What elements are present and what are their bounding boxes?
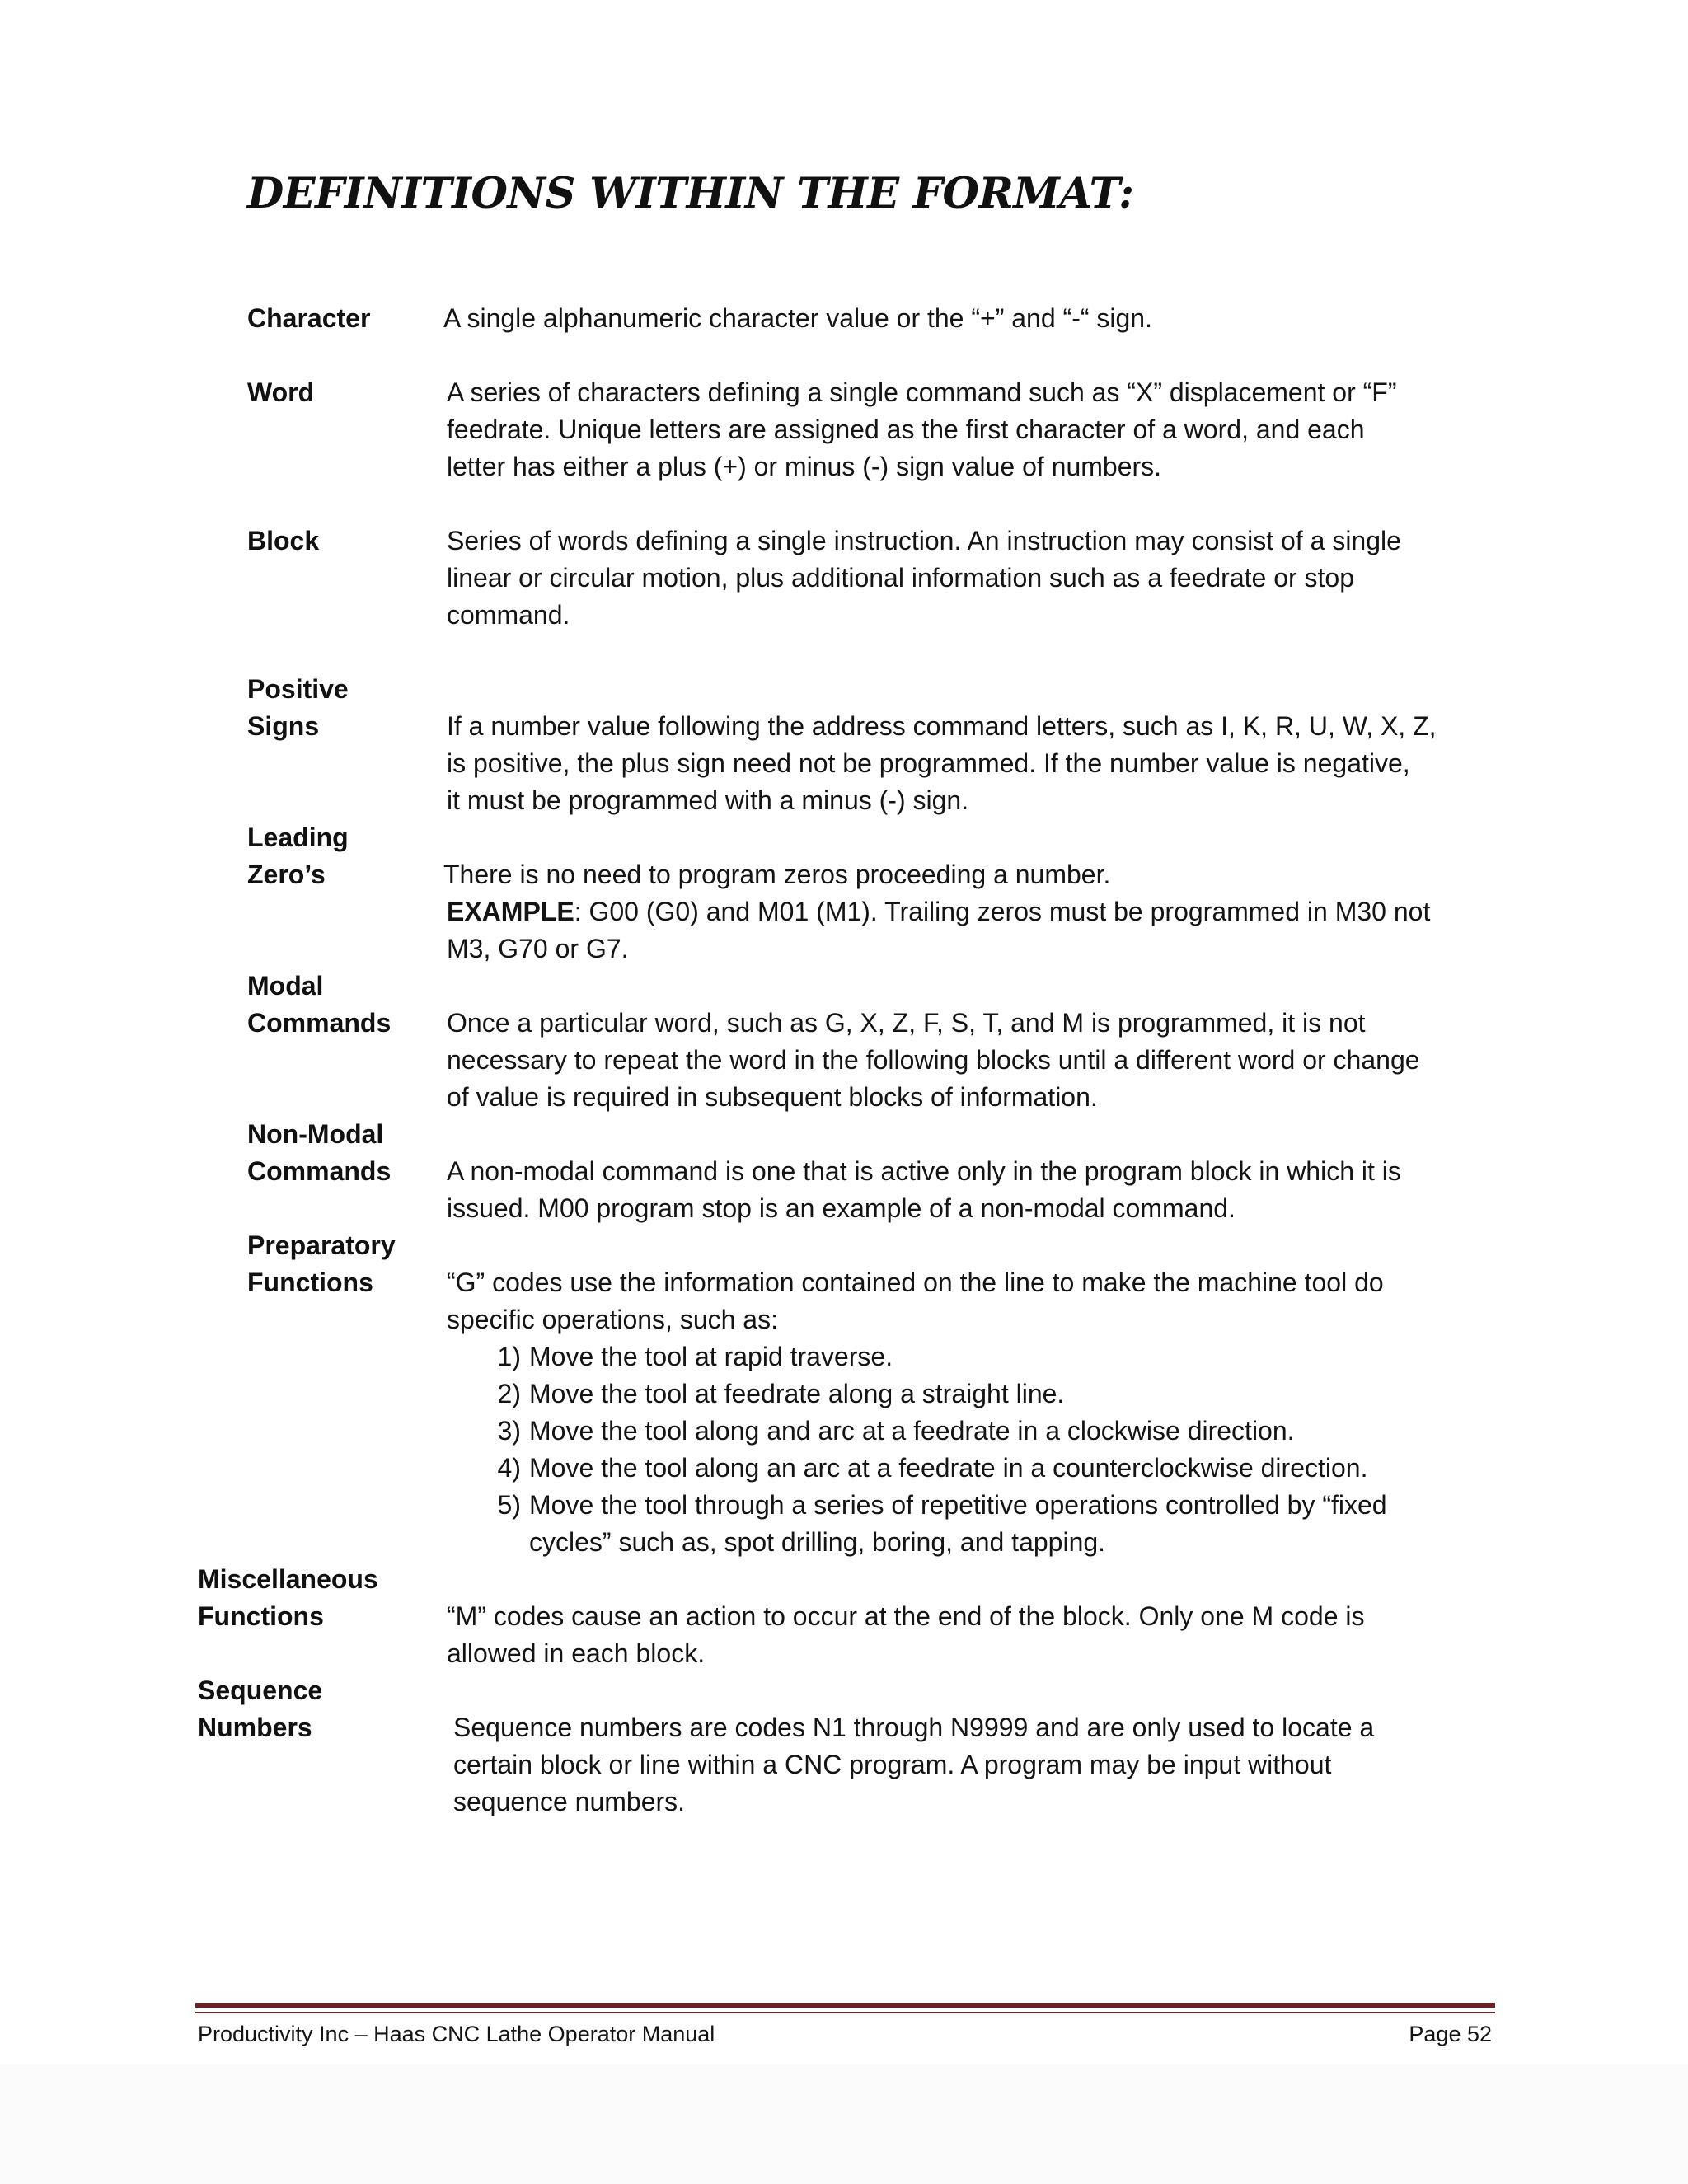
list-item: [480, 1338, 1387, 1376]
term-preparatory-functions: [247, 1227, 396, 1301]
definition-non-modal-commands: [447, 1153, 1518, 1227]
definition-modal-commands: [447, 1005, 1518, 1116]
definition-line: letter has either a plus (+) or minus (-) sign value of numbers.: [447, 452, 1162, 481]
definition-line: specific operations, such as:: [447, 1305, 778, 1334]
definition-line: necessary to repeat the word in the following blocks until a different word or change: [447, 1045, 1420, 1075]
definition-block: [447, 523, 1518, 634]
definition-line: A series of characters defining a single command such as “X” displacement or “F”: [447, 377, 1397, 407]
example-leading-zeros: [447, 893, 1518, 968]
term-line: Block: [247, 526, 320, 555]
definition-preparatory-functions: [447, 1264, 1518, 1338]
term-line: Sequence: [198, 1675, 323, 1705]
definition-line: There is no need to program zeros proceeding a number.: [443, 860, 1111, 889]
term-line: Non-Modal: [247, 1119, 384, 1149]
definition-line: command.: [447, 600, 570, 630]
list-text: Move the tool along and arc at a feedrate in a clockwise direction.: [529, 1416, 1295, 1446]
definition-line: A non-modal command is one that is active only in the program block in which it is: [447, 1156, 1401, 1186]
term-line: Preparatory: [247, 1230, 396, 1260]
term-line: Character: [247, 303, 371, 333]
example-line: [447, 893, 1518, 930]
definition-line: issued. M00 program stop is an example of a non-modal command.: [447, 1193, 1236, 1223]
definition-line: it must be programmed with a minus (-) sign.: [447, 785, 969, 815]
definition-line: Sequence numbers are codes N1 through N9999 and are only used to locate a: [453, 1713, 1375, 1742]
term-line: Numbers: [198, 1713, 312, 1742]
term-line: Leading: [247, 823, 349, 852]
list-number: 5): [497, 1490, 521, 1520]
definition-line: A single alphanumeric character value or the “+” and “-“ sign.: [443, 303, 1152, 333]
term-character: [247, 300, 370, 337]
list-text: Move the tool at feedrate along a straight line.: [529, 1379, 1065, 1408]
list-number: 4): [497, 1453, 521, 1483]
term-line: Miscellaneous: [198, 1564, 378, 1594]
definition-sequence-numbers: [453, 1709, 1525, 1821]
term-non-modal-commands: [247, 1116, 391, 1190]
definition-miscellaneous-functions: [447, 1598, 1518, 1672]
list-text: cycles” such as, spot drilling, boring, and tapping.: [529, 1527, 1106, 1557]
footer-rule-thick: [195, 2003, 1495, 2008]
list-number: 3): [497, 1416, 521, 1446]
definition-line: If a number value following the address command letters, such as I, K, R, U, W, X, Z,: [447, 711, 1437, 741]
definition-line: Series of words defining a single instruction. An instruction may consist of a single: [447, 526, 1401, 555]
term-line: Commands: [247, 1156, 392, 1186]
term-modal-commands: [247, 968, 391, 1042]
term-line: Word: [247, 377, 315, 407]
term-line: Functions: [198, 1601, 324, 1631]
definition-line: allowed in each block.: [447, 1638, 706, 1668]
term-line: Functions: [247, 1268, 373, 1297]
definition-line: “G” codes use the information contained on the line to make the machine tool do: [447, 1268, 1384, 1297]
list-item: [480, 1450, 1387, 1487]
list-item: [480, 1413, 1387, 1450]
definition-line: sequence numbers.: [453, 1787, 686, 1816]
definition-line: Once a particular word, such as G, X, Z, F, S, T, and M is programmed, it is not: [447, 1008, 1366, 1038]
definition-line: is positive, the plus sign need not be programmed. If the number value is negative,: [447, 748, 1410, 778]
term-block: [247, 523, 319, 560]
page-bottom-tint: [0, 2064, 1688, 2184]
term-line: Zero’s: [247, 860, 326, 889]
example-text: : G00 (G0) and M01 (M1). Trailing zeros must be programmed in M30 not: [574, 897, 1431, 926]
definition-character: [443, 300, 1515, 337]
definition-line: of value is required in subsequent blocks of information.: [447, 1082, 1098, 1112]
term-leading-zeros: [247, 819, 349, 893]
list-text: Move the tool along an arc at a feedrate in a counterclockwise direction.: [529, 1453, 1368, 1483]
term-line: Positive: [247, 674, 349, 704]
example-line: M3, G70 or G7.: [447, 934, 629, 963]
footer-page-number: Page 52: [1409, 2022, 1492, 2046]
list-item-continuation: [480, 1524, 1387, 1561]
definition-line: certain block or line within a CNC program. A program may be input without: [453, 1750, 1332, 1779]
list-text: Move the tool at rapid traverse.: [529, 1342, 893, 1371]
definition-positive-signs: [447, 708, 1518, 819]
list-item: [480, 1376, 1387, 1413]
list-item: [480, 1487, 1387, 1524]
definition-line: linear or circular motion, plus additional information such as a feedrate or stop: [447, 563, 1355, 593]
definition-leading-zeros: [443, 856, 1515, 893]
term-positive-signs: [247, 671, 349, 745]
page-title: DEFINITIONS WITHIN THE FORMAT:: [247, 169, 1134, 218]
list-number: 2): [497, 1379, 521, 1408]
definition-word: [447, 374, 1518, 485]
term-line: Signs: [247, 711, 320, 741]
example-label: EXAMPLE: [447, 897, 574, 926]
term-word: [247, 374, 314, 411]
preparatory-functions-list: [480, 1338, 1387, 1561]
term-line: Modal: [247, 971, 324, 1001]
definition-line: “M” codes cause an action to occur at the end of the block. Only one M code is: [447, 1601, 1365, 1631]
term-miscellaneous-functions: [198, 1561, 378, 1635]
term-sequence-numbers: [198, 1672, 322, 1746]
list-number: 1): [497, 1342, 521, 1371]
footer-document-title: Productivity Inc – Haas CNC Lathe Operator Manual: [198, 2022, 715, 2046]
term-line: Commands: [247, 1008, 392, 1038]
footer-rule-thin: [195, 2012, 1495, 2013]
list-text: Move the tool through a series of repetitive operations controlled by “fixed: [529, 1490, 1387, 1520]
definition-line: feedrate. Unique letters are assigned as the first character of a word, and each: [447, 415, 1365, 444]
